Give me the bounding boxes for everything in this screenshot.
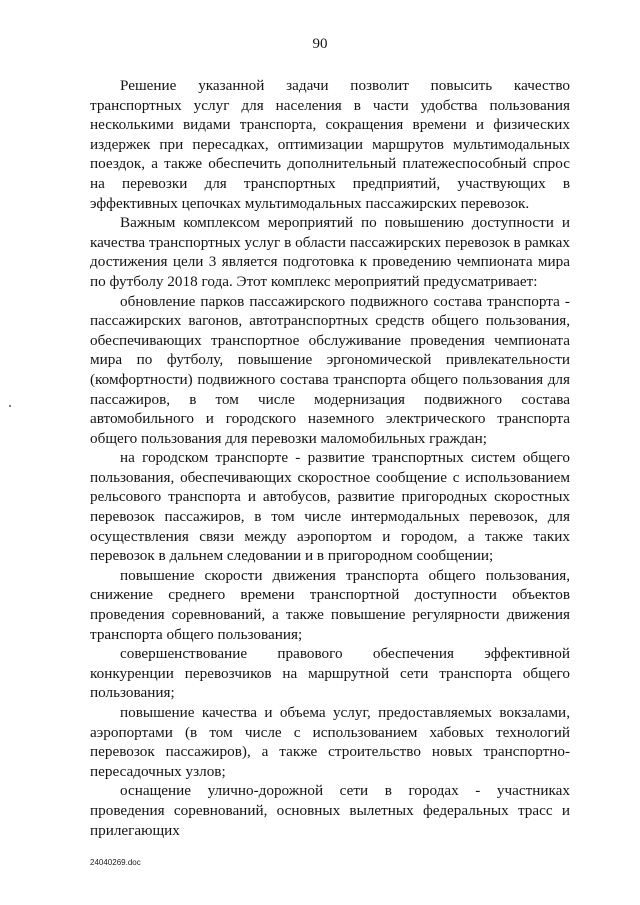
paragraph: повышение качества и объема услуг, предоставляемых вокзалами, аэропортами (в том числе с использованием хабовых технологий перевозок пассажиров), а также строительство новых транспортно-пересадочных узлов; xyxy=(90,704,570,780)
page-number: 90 xyxy=(312,36,328,52)
paragraph: Важным комплексом мероприятий по повышению доступности и качества транспортных услуг в области пассажирских перевозок в рамках достижения цели 3 является подготовка к проведению чемпионата мира по футболу 2018 года. Этот комплекс мероприятий предусматривает: xyxy=(90,214,570,290)
paragraph: Решение указанной задачи позволит повысить качество транспортных услуг для населения в части удобства пользования несколькими видами транспорта, сокращения времени и физических издержек при пересадках, оптимизации маршрутов мультимодальных поездок, а также обеспечить дополнительный платежеспособный спрос на перевозки для транспортных предприятий, участвующих в эффективных цепочках мультимодальных пассажирских перевозок. xyxy=(90,77,570,212)
paragraph: на городском транспорте - развитие транспортных систем общего пользования, обеспечивающих скоростное сообщение с использованием рельсового транспорта и автобусов, развитие пригородных скоростных перевозок пассажиров, в том числе интермодальных перевозок, для осуществления связи между аэропортом и городом, а также таких перевозок в дальнем следовании и в пригородном сообщении; xyxy=(90,449,570,565)
paragraph: повышение скорости движения транспорта общего пользования, снижение среднего времени транспортной доступности объектов проведения соревнований, а также повышение регулярности движения транспорта общего пользования; xyxy=(90,566,570,643)
paragraph: обновление парков пассажирского подвижного состава транспорта - пассажирских вагонов, автотранспортных средств общего пользования, обеспечивающих транспортное обслуживание проведения чемпионата мира по футболу, повышение эргономической привлекательности (комфортности) подвижного состава транспорта общего пользования для пассажиров, в том числе модернизация подвижного состава автомобильного и городского наземного электрического транспорта общего пользования для перевозки маломобильных граждан; xyxy=(90,292,570,447)
footer-filename: 24040269.doc xyxy=(90,858,141,867)
paragraph: оснащение улично-дорожной сети в городах - участниках проведения соревнований, основных вылетных федеральных трасс и прилегающих xyxy=(90,782,570,839)
paragraph: совершенствование правового обеспечения эффективной конкуренции перевозчиков на маршрутной сети транспорта общего пользования; xyxy=(90,645,570,702)
margin-mark xyxy=(9,405,11,407)
document-body xyxy=(90,76,570,840)
